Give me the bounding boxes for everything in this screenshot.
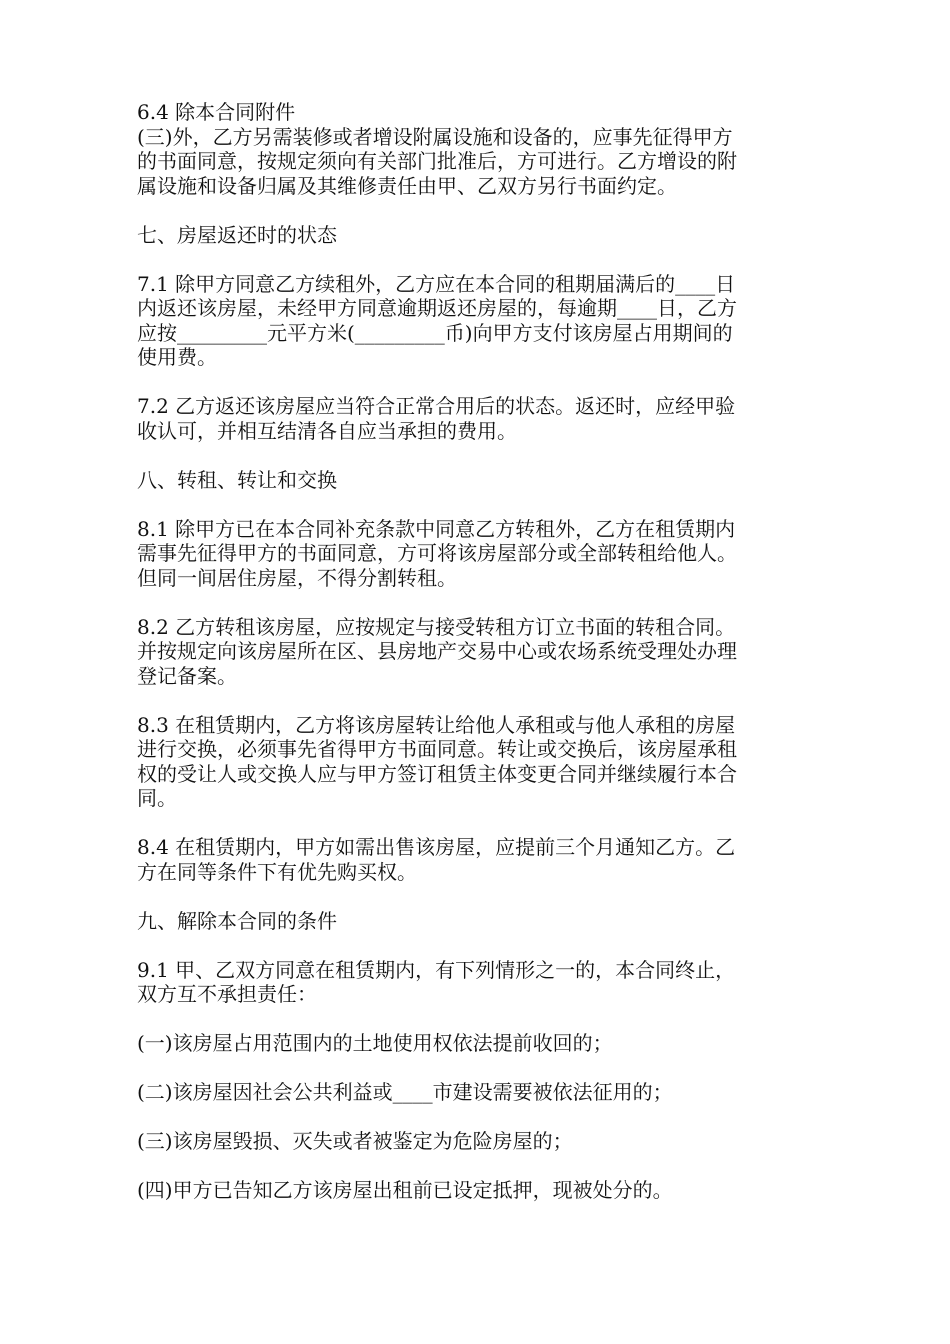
text-line: 并按规定向该房屋所在区、县房地产交易中心或农场系统受理处办理 bbox=[137, 639, 737, 663]
text-line: 9.1 甲、乙双方同意在租赁期内，有下列情形之一的，本合同终止， bbox=[137, 957, 736, 982]
text-line: 8.1 除甲方已在本合同补充条款中同意乙方转租外，乙方在租赁期内 bbox=[137, 516, 736, 541]
paragraph-gap bbox=[137, 1056, 817, 1081]
text-line: 8.2 乙方转租该房屋，应按规定与接受转租方订立书面的转租合同。 bbox=[137, 614, 736, 639]
clause-paragraph bbox=[137, 1129, 817, 1154]
paragraph-gap bbox=[137, 933, 817, 958]
text-line: (四)甲方已告知乙方该房屋出租前已设定抵押，现被处分的。 bbox=[137, 1178, 673, 1202]
text-line: 的书面同意，按规定须向有关部门批准后，方可进行。乙方增设的附 bbox=[137, 149, 737, 173]
text-line: 需事先征得甲方的书面同意，方可将该房屋部分或全部转租给他人。 bbox=[137, 541, 737, 565]
paragraph-gap bbox=[137, 247, 817, 272]
paragraph-gap bbox=[137, 370, 817, 395]
clause-paragraph bbox=[137, 1080, 817, 1105]
text-line: 八、转租、转让和交换 bbox=[137, 467, 337, 492]
paragraph-gap bbox=[137, 198, 817, 223]
text-line: 方在同等条件下有优先购买权。 bbox=[137, 859, 417, 884]
text-line: 收认可，并相互结清各自应当承担的费用。 bbox=[137, 418, 517, 443]
paragraph-gap bbox=[137, 811, 817, 836]
paragraph-gap bbox=[137, 688, 817, 713]
clause-paragraph bbox=[137, 835, 817, 884]
text-line: 7.1 除甲方同意乙方续租外，乙方应在本合同的租期届满后的____日 bbox=[137, 271, 736, 296]
clause-paragraph bbox=[137, 272, 817, 370]
text-line: 属设施和设备归属及其维修责任由甲、乙双方另行书面约定。 bbox=[137, 173, 677, 198]
paragraph-gap bbox=[137, 492, 817, 517]
clause-paragraph bbox=[137, 517, 817, 591]
clause-paragraph bbox=[137, 1178, 817, 1203]
paragraph-gap bbox=[137, 590, 817, 615]
text-line: 7.2 乙方返还该房屋应当符合正常合用后的状态。返还时，应经甲验 bbox=[137, 394, 736, 418]
clause-paragraph bbox=[137, 615, 817, 689]
clause-paragraph bbox=[137, 100, 817, 198]
paragraph-gap bbox=[137, 884, 817, 909]
paragraph-gap bbox=[137, 1154, 817, 1179]
text-line: 使用费。 bbox=[137, 345, 217, 369]
section-heading bbox=[137, 909, 817, 934]
text-line: (三)该房屋毁损、灭失或者被鉴定为危险房屋的； bbox=[137, 1129, 573, 1153]
text-line: 应按_________元平方米(_________币)向甲方支付该房屋占用期间的 bbox=[137, 320, 733, 345]
text-line: 同。 bbox=[137, 786, 177, 810]
text-line: 双方互不承担责任： bbox=[137, 982, 317, 1006]
text-line: 九、解除本合同的条件 bbox=[137, 908, 337, 933]
clause-paragraph bbox=[137, 394, 817, 443]
text-line: 登记备案。 bbox=[137, 663, 237, 688]
section-heading bbox=[137, 223, 817, 248]
text-line: (一)该房屋占用范围内的土地使用权依法提前收回的； bbox=[137, 1031, 613, 1055]
text-line: 8.3 在租赁期内，乙方将该房屋转让给他人承租或与他人承租的房屋 bbox=[137, 712, 736, 737]
clause-paragraph bbox=[137, 713, 817, 811]
text-line: 进行交换，必须事先省得甲方书面同意。转让或交换后，该房屋承租 bbox=[137, 737, 737, 761]
text-line: 内返还该房屋，未经甲方同意逾期返还房屋的，每逾期____日，乙方 bbox=[137, 296, 737, 320]
text-line: (二)该房屋因社会公共利益或____市建设需要被依法征用的； bbox=[137, 1080, 673, 1104]
clause-paragraph bbox=[137, 1031, 817, 1056]
document-page bbox=[137, 100, 817, 1203]
text-line: (三)外，乙方另需装修或者增设附属设施和设备的，应事先征得甲方 bbox=[137, 124, 733, 149]
text-line: 6.4 除本合同附件 bbox=[137, 100, 296, 124]
paragraph-gap bbox=[137, 1105, 817, 1130]
text-line: 8.4 在租赁期内，甲方如需出售该房屋，应提前三个月通知乙方。乙 bbox=[137, 835, 736, 859]
text-line: 七、房屋返还时的状态 bbox=[137, 222, 337, 247]
section-heading bbox=[137, 468, 817, 493]
text-line: 但同一间居住房屋，不得分割转租。 bbox=[137, 565, 457, 590]
paragraph-gap bbox=[137, 1007, 817, 1032]
paragraph-gap bbox=[137, 443, 817, 468]
clause-paragraph bbox=[137, 958, 817, 1007]
text-line: 权的受让人或交换人应与甲方签订租赁主体变更合同并继续履行本合 bbox=[137, 761, 737, 786]
